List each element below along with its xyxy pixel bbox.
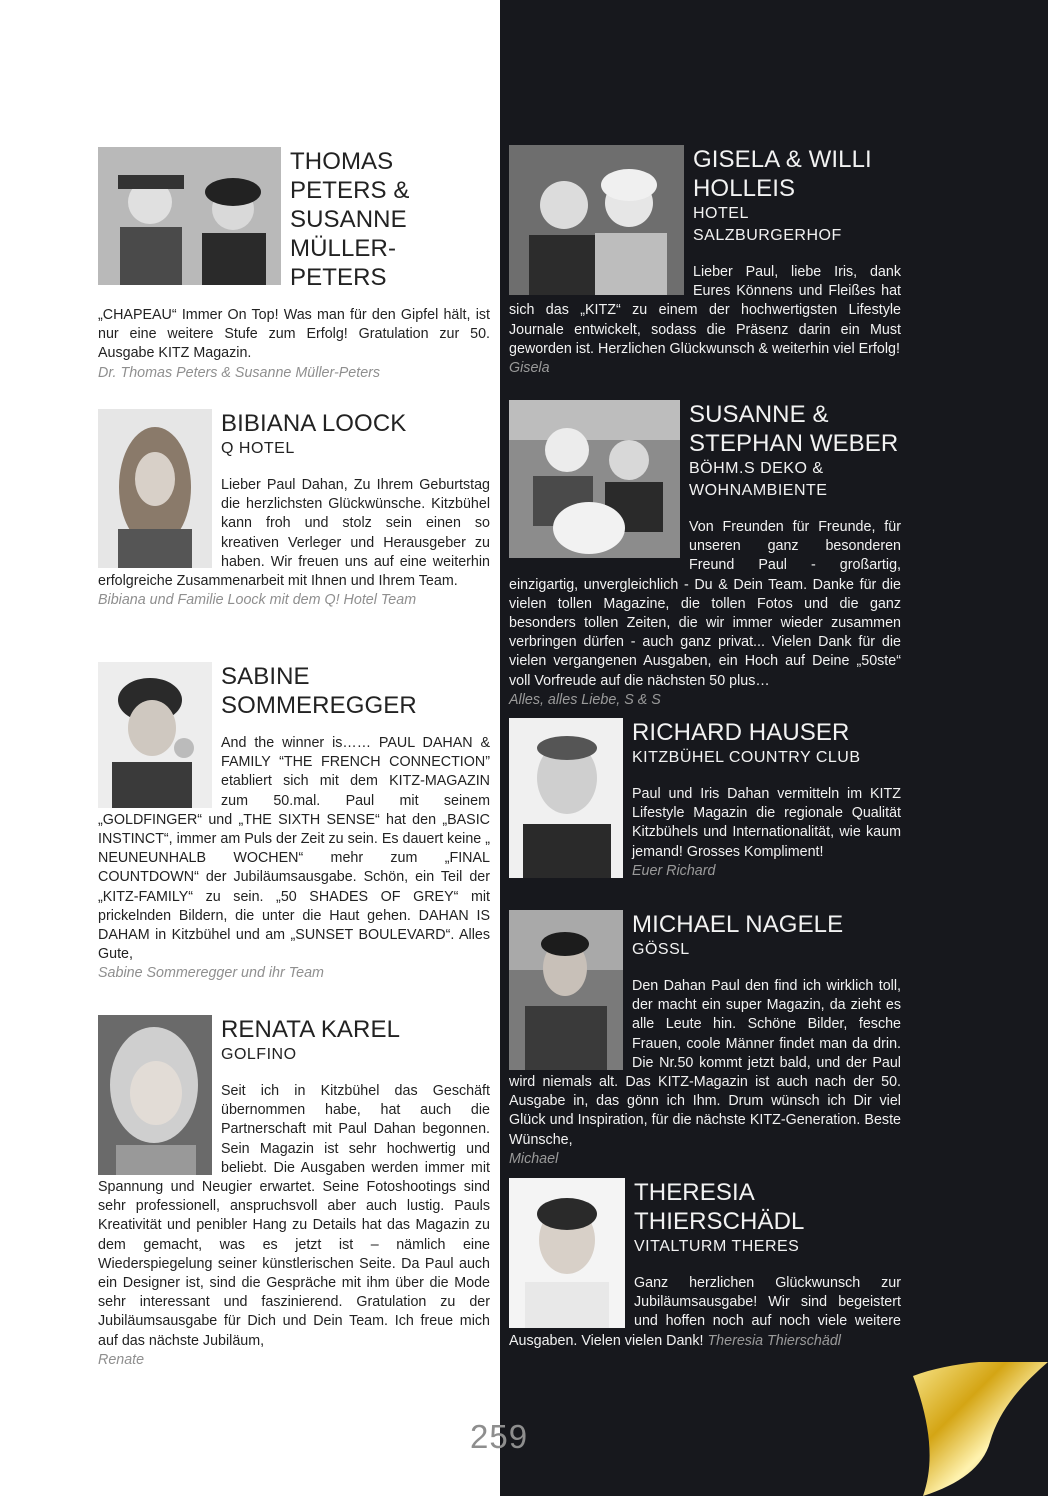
- message-text: Lieber Paul, liebe Iris, dank Eures Könnens und Fleißes hat sich das „KITZ“ zu einem der hochwertigsten Lifestyle Journale entwickelt, sodass die Präsenz darin ein Must geworden ist. Herzlichen Glückwunsch & weiterhin viel Erfolg!: [509, 264, 901, 357]
- entry-susanne-stephan-weber: [509, 400, 901, 710]
- message-text: Lieber Paul Dahan, Zu Ihrem Geburtstag die herzlichsten Glückwünsche. Kitzbühel kann froh und stolz sein einen so kreativen Verleger und Herausgeber zu haben. Wir freuen uns auf eine weiterhin erfolgreiche Zusammenarbeit mit Ihnen und Ihrem Team.: [98, 477, 490, 590]
- person-name: RENATA KAREL: [221, 1016, 401, 1043]
- portrait-photo: [98, 147, 281, 285]
- signature: Alles, alles Liebe, S & S: [509, 691, 661, 708]
- signature: Sabine Sommeregger und ihr Team: [98, 965, 324, 982]
- entry-thomas-peters: [98, 147, 490, 383]
- company-name: Q HOTEL: [221, 440, 295, 457]
- company-name: BÖHM.S DEKO & WOHNAMBIENTE: [689, 460, 828, 499]
- signature: Theresia Thierschädl: [707, 1332, 841, 1349]
- signature: Euer Richard: [632, 862, 716, 879]
- person-name: RICHARD HAUSER: [632, 719, 850, 746]
- entry-richard-hauser: [509, 718, 901, 881]
- person-name: GISELA & WILLI HOLLEIS: [693, 146, 872, 202]
- message-text: And the winner is…… PAUL DAHAN & FAMILY “THE FRENCH CONNECTION” etabliert sich mit dem KITZ-MAGAZIN zum 50.mal. Paul mit seinem „GOLDFINGER“ und „THE SIXTH SENSE“ hat den „BASIC INSTINCT“, immer am Puls der Zeit zu sein. Es dauert keine „ NEUNEUNHALB WOCHEN“ mehr zum „FINAL COUNTDOWN“ der Jubiläumsausgabe. Schön, ein Teil der „KITZ-FAMILY“ zu sein. „50 SHADES OF GREY“ mit prickelnden Bildern, die unter die Haut gehen. DAHAN IS DAHAM in Kitzbühel und am „SUNSET BOULEVARD“. Alles Gute,: [98, 735, 490, 963]
- message-text: „CHAPEAU“ Immer On Top! Was man für den Gipfel hält, ist nur eine weitere Stufe zum Erfolg! Gratulation zur 50. Ausgabe KITZ Magazin.: [98, 307, 490, 362]
- message-text: Paul und Iris Dahan vermitteln im KITZ Lifestyle Magazin die regionale Qualität Kitzbühels und Internationalität, wie kaum jemand! Grosses Kompliment!: [632, 786, 901, 860]
- portrait-photo: [509, 718, 623, 878]
- message-text: Seit ich in Kitzbühel das Geschäft übernommen habe, hat auch die Partnerschaft mit Paul Dahan begonnen. Sein Magazin ist sehr hochwertig und beliebt. Die Ausgaben werden immer mit Spannung und Neugier erwartet. Seine Fotoshootings sind sehr professionell, anspruchsvoll aber auch lustig. Pauls Kreativität und penibler Hang zu Details hat das Magazin zu dem gemacht, was es jetzt ist – nämlich eine Wiederspiegelung seiner künstlerischen Seite. Da Paul auch ein Designer ist, sind die Gespräche mit ihm über die Mode sehr interessant und faszinierend. Gratulation zu der Jubiläumsausgabe für Dich und Dein Team. Ich freue mich auf das nächste Jubiläum,: [98, 1083, 490, 1349]
- person-name: THERESIA THIERSCHÄDL: [634, 1179, 805, 1235]
- company-name: GOLFINO: [221, 1046, 297, 1063]
- entry-bibiana-loock: [98, 409, 490, 610]
- portrait-photo: [98, 1015, 212, 1175]
- signature: Gisela: [509, 360, 550, 377]
- company-name: VITALTURM THERES: [634, 1238, 800, 1255]
- company-name: KITZBÜHEL COUNTRY CLUB: [632, 749, 861, 766]
- person-name: BIBIANA LOOCK: [221, 410, 407, 437]
- message-text: Den Dahan Paul den find ich wirklich toll, der macht ein super Magazin, da zieht es alle Leute hin. Schöne Bilder, fesche Frauen, coole Männer findet man da drin. Die Nr.50 kommt jetzt bald, und der Paul wird niemals alt. Das KITZ-Magazin ist auch nach der 50. Ausgabe in, das gönn ich Ihm. Drum wünsch ich Dir viel Glück und Inspiration, für die nächste KITZ-Generation. Beste Wünsche,: [509, 978, 901, 1148]
- company-name: GÖSSL: [632, 941, 690, 958]
- portrait-photo: [509, 145, 684, 295]
- page-curl-icon: [905, 1362, 1048, 1496]
- entry-theresia-thierschaedl: [509, 1178, 901, 1351]
- entry-renata-karel: [98, 1015, 490, 1370]
- portrait-photo: [98, 409, 212, 568]
- message-body: Ganz herzlichen Glückwunsch zur Jubiläumsausgabe! Wir sind begeistert und hoffen noch auf noch viele weitere Ausgaben. Vielen vielen Dank!: [509, 1275, 901, 1349]
- entry-gisela-willi-holleis: [509, 145, 901, 378]
- portrait-photo: [509, 400, 680, 558]
- signature: Michael: [509, 1150, 559, 1167]
- signature: Dr. Thomas Peters & Susanne Müller-Peters: [98, 364, 381, 381]
- page-number: 259: [470, 1418, 529, 1455]
- signature: Bibiana und Familie Loock mit dem Q! Hotel Team: [98, 592, 417, 609]
- person-name: SABINE SOMMEREGGER: [221, 663, 417, 719]
- person-name: MICHAEL NAGELE: [632, 911, 844, 938]
- portrait-photo: [509, 1178, 625, 1328]
- entry-sabine-sommeregger: [98, 662, 490, 984]
- portrait-photo: [509, 910, 623, 1070]
- person-name: THOMAS PETERS & SUSANNE MÜLLER-PETERS: [290, 148, 410, 291]
- portrait-photo: [98, 662, 212, 808]
- company-name: HOTEL SALZBURGERHOF: [693, 205, 842, 244]
- message-text: Von Freunden für Freunde, für unseren ganz besonderen Freund Paul - großartig, einzigartig, unvergleichlich - Du & Dein Team. Danke für die vielen tollen Magazine, die tollen Fotos und die ganz besonders tollen Zeiten, die wir immer wieder zusammen verbringen dürfen - auch ganz privat... Vielen Dank für die vielen vergangenen Ausgaben, ein Hoch auf Deine „50ste“ voll Vorfreude auf die nächsten 50 plus…: [509, 519, 901, 689]
- entry-michael-nagele: [509, 910, 901, 1169]
- person-name: SUSANNE & STEPHAN WEBER: [689, 401, 899, 457]
- signature: Renate: [98, 1351, 145, 1368]
